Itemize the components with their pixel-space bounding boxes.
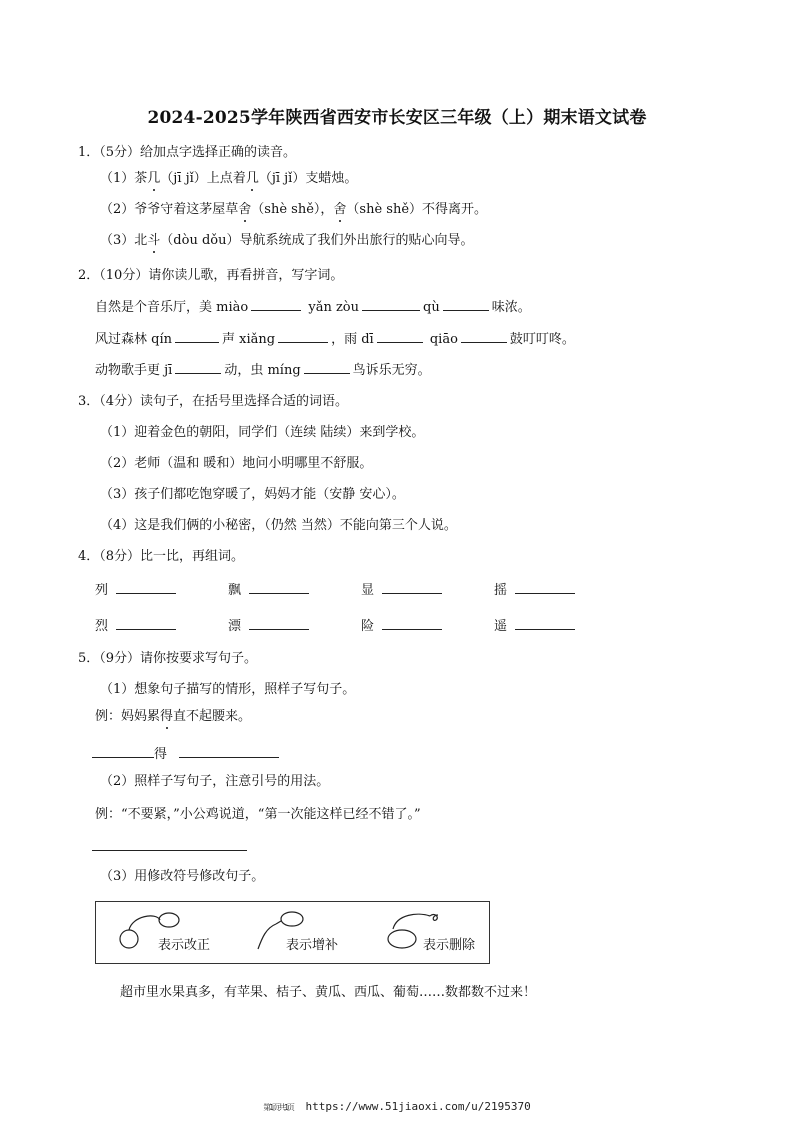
symbol-label-delete: 表示删除: [423, 938, 476, 953]
page-footer: [0, 1100, 794, 1113]
correction-symbols-drawing: [96, 902, 489, 963]
q1-item-1-text-a: （1）茶: [100, 171, 148, 186]
q2-line-1-text-4: 味浓。: [491, 300, 531, 315]
q3-heading: 3．（4分）读句子，在括号里选择合适的词语。: [78, 394, 349, 409]
answer-blank[interactable]: [179, 745, 279, 758]
answer-blank[interactable]: [251, 298, 301, 311]
q5-fill-word: 得: [154, 747, 168, 762]
q4-cell: [95, 581, 179, 600]
footer-url[interactable]: https://www.51jiaoxi.com/u/2195370: [305, 1100, 531, 1113]
q2-line-3-text-2: 动，虫 míng: [224, 363, 301, 378]
q4-char: 险: [361, 619, 375, 634]
answer-blank[interactable]: [382, 581, 442, 594]
answer-blank[interactable]: [249, 617, 309, 630]
q4-cell: [228, 617, 312, 636]
q4-heading: 4．（8分）比一比，再组词。: [78, 549, 245, 564]
q3-item-2: （2）老师（温和 暖和）地问小明哪里不舒服。: [100, 456, 373, 471]
q5-fill-line-1: [92, 745, 282, 764]
answer-blank[interactable]: [175, 361, 221, 374]
q2-line-3: [95, 361, 431, 380]
q1-item-2-dotted-char-1: 舍: [238, 202, 252, 217]
q2-line-2-text-4: qiāo: [429, 332, 458, 347]
q2-line-1-text-2: yǎn zòu: [308, 300, 359, 315]
q1-item-2-text-a: （2）爷爷守着这茅屋草: [100, 202, 239, 217]
answer-blank[interactable]: [249, 581, 309, 594]
q4-char: 列: [95, 583, 109, 598]
q2-line-3-text-1: 动物歌手更 jī: [95, 363, 173, 378]
q1-item-2-text-c: （shè shě）不得离开。: [346, 202, 488, 217]
answer-blank[interactable]: [382, 617, 442, 630]
q2-heading: 2．（10分）请你读儿歌，再看拼音，写字词。: [78, 268, 344, 283]
q4-cell: [228, 581, 312, 600]
answer-blank[interactable]: [377, 330, 423, 343]
q2-line-2-text-2: 声 xiǎng: [222, 332, 276, 347]
q4-cell: [361, 617, 445, 636]
answer-blank[interactable]: [461, 330, 507, 343]
q5-sentence-to-revise: 超市里水果真多，有苹果、桔子、黄瓜、西瓜、葡萄……数都数不过来！: [120, 985, 537, 1000]
answer-blank[interactable]: [304, 361, 350, 374]
q4-cell: [361, 581, 445, 600]
q2-line-1-text-1: 自然是个音乐厅，美 miào: [95, 300, 249, 315]
q2-line-1-text-3: qù: [423, 300, 440, 315]
q1-item-1-dotted-char-1: 几: [147, 171, 161, 186]
q4-char: 摇: [494, 583, 508, 598]
answer-blank[interactable]: [443, 298, 489, 311]
answer-blank[interactable]: [116, 617, 176, 630]
q5-fill-line-2: [92, 838, 247, 857]
symbol-label-correct: 表示改正: [158, 938, 211, 953]
q2-line-2-text-5: 鼓叮叮咚。: [509, 332, 575, 347]
answer-blank[interactable]: [278, 330, 328, 343]
q3-item-1: （1）迎着金色的朝阳，同学们（连续 陆续）来到学校。: [100, 425, 425, 440]
q5-example-1-text-b: 直不起腰来。: [173, 709, 252, 724]
q4-char: 烈: [95, 619, 109, 634]
q1-item-3-text-b: （dòu dǒu）导航系统成了我们外出旅行的贴心向导。: [160, 233, 474, 248]
q4-cell: [494, 581, 578, 600]
q4-cell: [494, 617, 578, 636]
correction-symbols-box: [95, 901, 490, 964]
q1-item-2: [100, 201, 487, 219]
q1-item-1-text-c: （jī jǐ）支蜡烛。: [258, 171, 358, 186]
q5-sub-2: （2）照样子写句子，注意引号的用法。: [100, 774, 330, 789]
q2-line-2-text-1: 风过森林 qín: [95, 332, 172, 347]
q2-line-2-text-3: ，雨 dī: [331, 332, 374, 347]
footer-mark: 第1页共1页: [263, 1103, 293, 1112]
answer-blank[interactable]: [362, 298, 420, 311]
answer-blank[interactable]: [515, 617, 575, 630]
q2-line-2: [95, 330, 575, 349]
q1-item-1-text-b: （jī jǐ）上点着: [160, 171, 246, 186]
q5-sub-1: （1）想象句子描写的情形，照样子写句子。: [100, 682, 356, 697]
answer-blank[interactable]: [92, 745, 154, 758]
q1-item-2-text-b: （shè shě），: [251, 202, 334, 217]
page-title: 2024-2025学年陕西省西安市长安区三年级（上）期末语文试卷: [147, 108, 647, 128]
q1-item-3-dotted-char: 斗: [147, 233, 161, 248]
answer-blank[interactable]: [116, 581, 176, 594]
answer-blank[interactable]: [92, 838, 247, 851]
q3-item-3: （3）孩子们都吃饱穿暖了，妈妈才能（安静 安心）。: [100, 487, 405, 502]
q1-item-1: [100, 170, 357, 188]
q1-heading: 1．（5分）给加点字选择正确的读音。: [78, 145, 297, 160]
q2-line-3-text-3: 鸟诉乐无穷。: [352, 363, 431, 378]
q5-example-1-text-a: 例：妈妈累: [95, 709, 161, 724]
q1-item-1-dotted-char-2: 几: [245, 171, 259, 186]
q5-example-1: [95, 708, 251, 726]
q5-sub-3: （3）用修改符号修改句子。: [100, 869, 265, 884]
q1-item-3-text-a: （3）北: [100, 233, 148, 248]
answer-blank[interactable]: [515, 581, 575, 594]
q4-cell: [95, 617, 179, 636]
q5-example-2: 例：“不要紧，”小公鸡说道，“第一次能这样已经不错了。”: [95, 807, 421, 822]
symbol-label-insert: 表示增补: [286, 938, 339, 953]
q4-char: 显: [361, 583, 375, 598]
q2-line-1: [95, 298, 531, 317]
q5-heading: 5．（9分）请你按要求写句子。: [78, 651, 258, 666]
q1-item-2-dotted-char-2: 舍: [333, 202, 347, 217]
q4-char: 飘: [228, 583, 242, 598]
answer-blank[interactable]: [175, 330, 219, 343]
q1-item-3: [100, 232, 473, 250]
q5-example-1-dotted-char: 得: [160, 709, 174, 724]
q4-char: 漂: [228, 619, 242, 634]
q4-char: 遥: [494, 619, 508, 634]
q3-item-4: （4）这是我们俩的小秘密，（仍然 当然）不能向第三个人说。: [100, 518, 457, 533]
